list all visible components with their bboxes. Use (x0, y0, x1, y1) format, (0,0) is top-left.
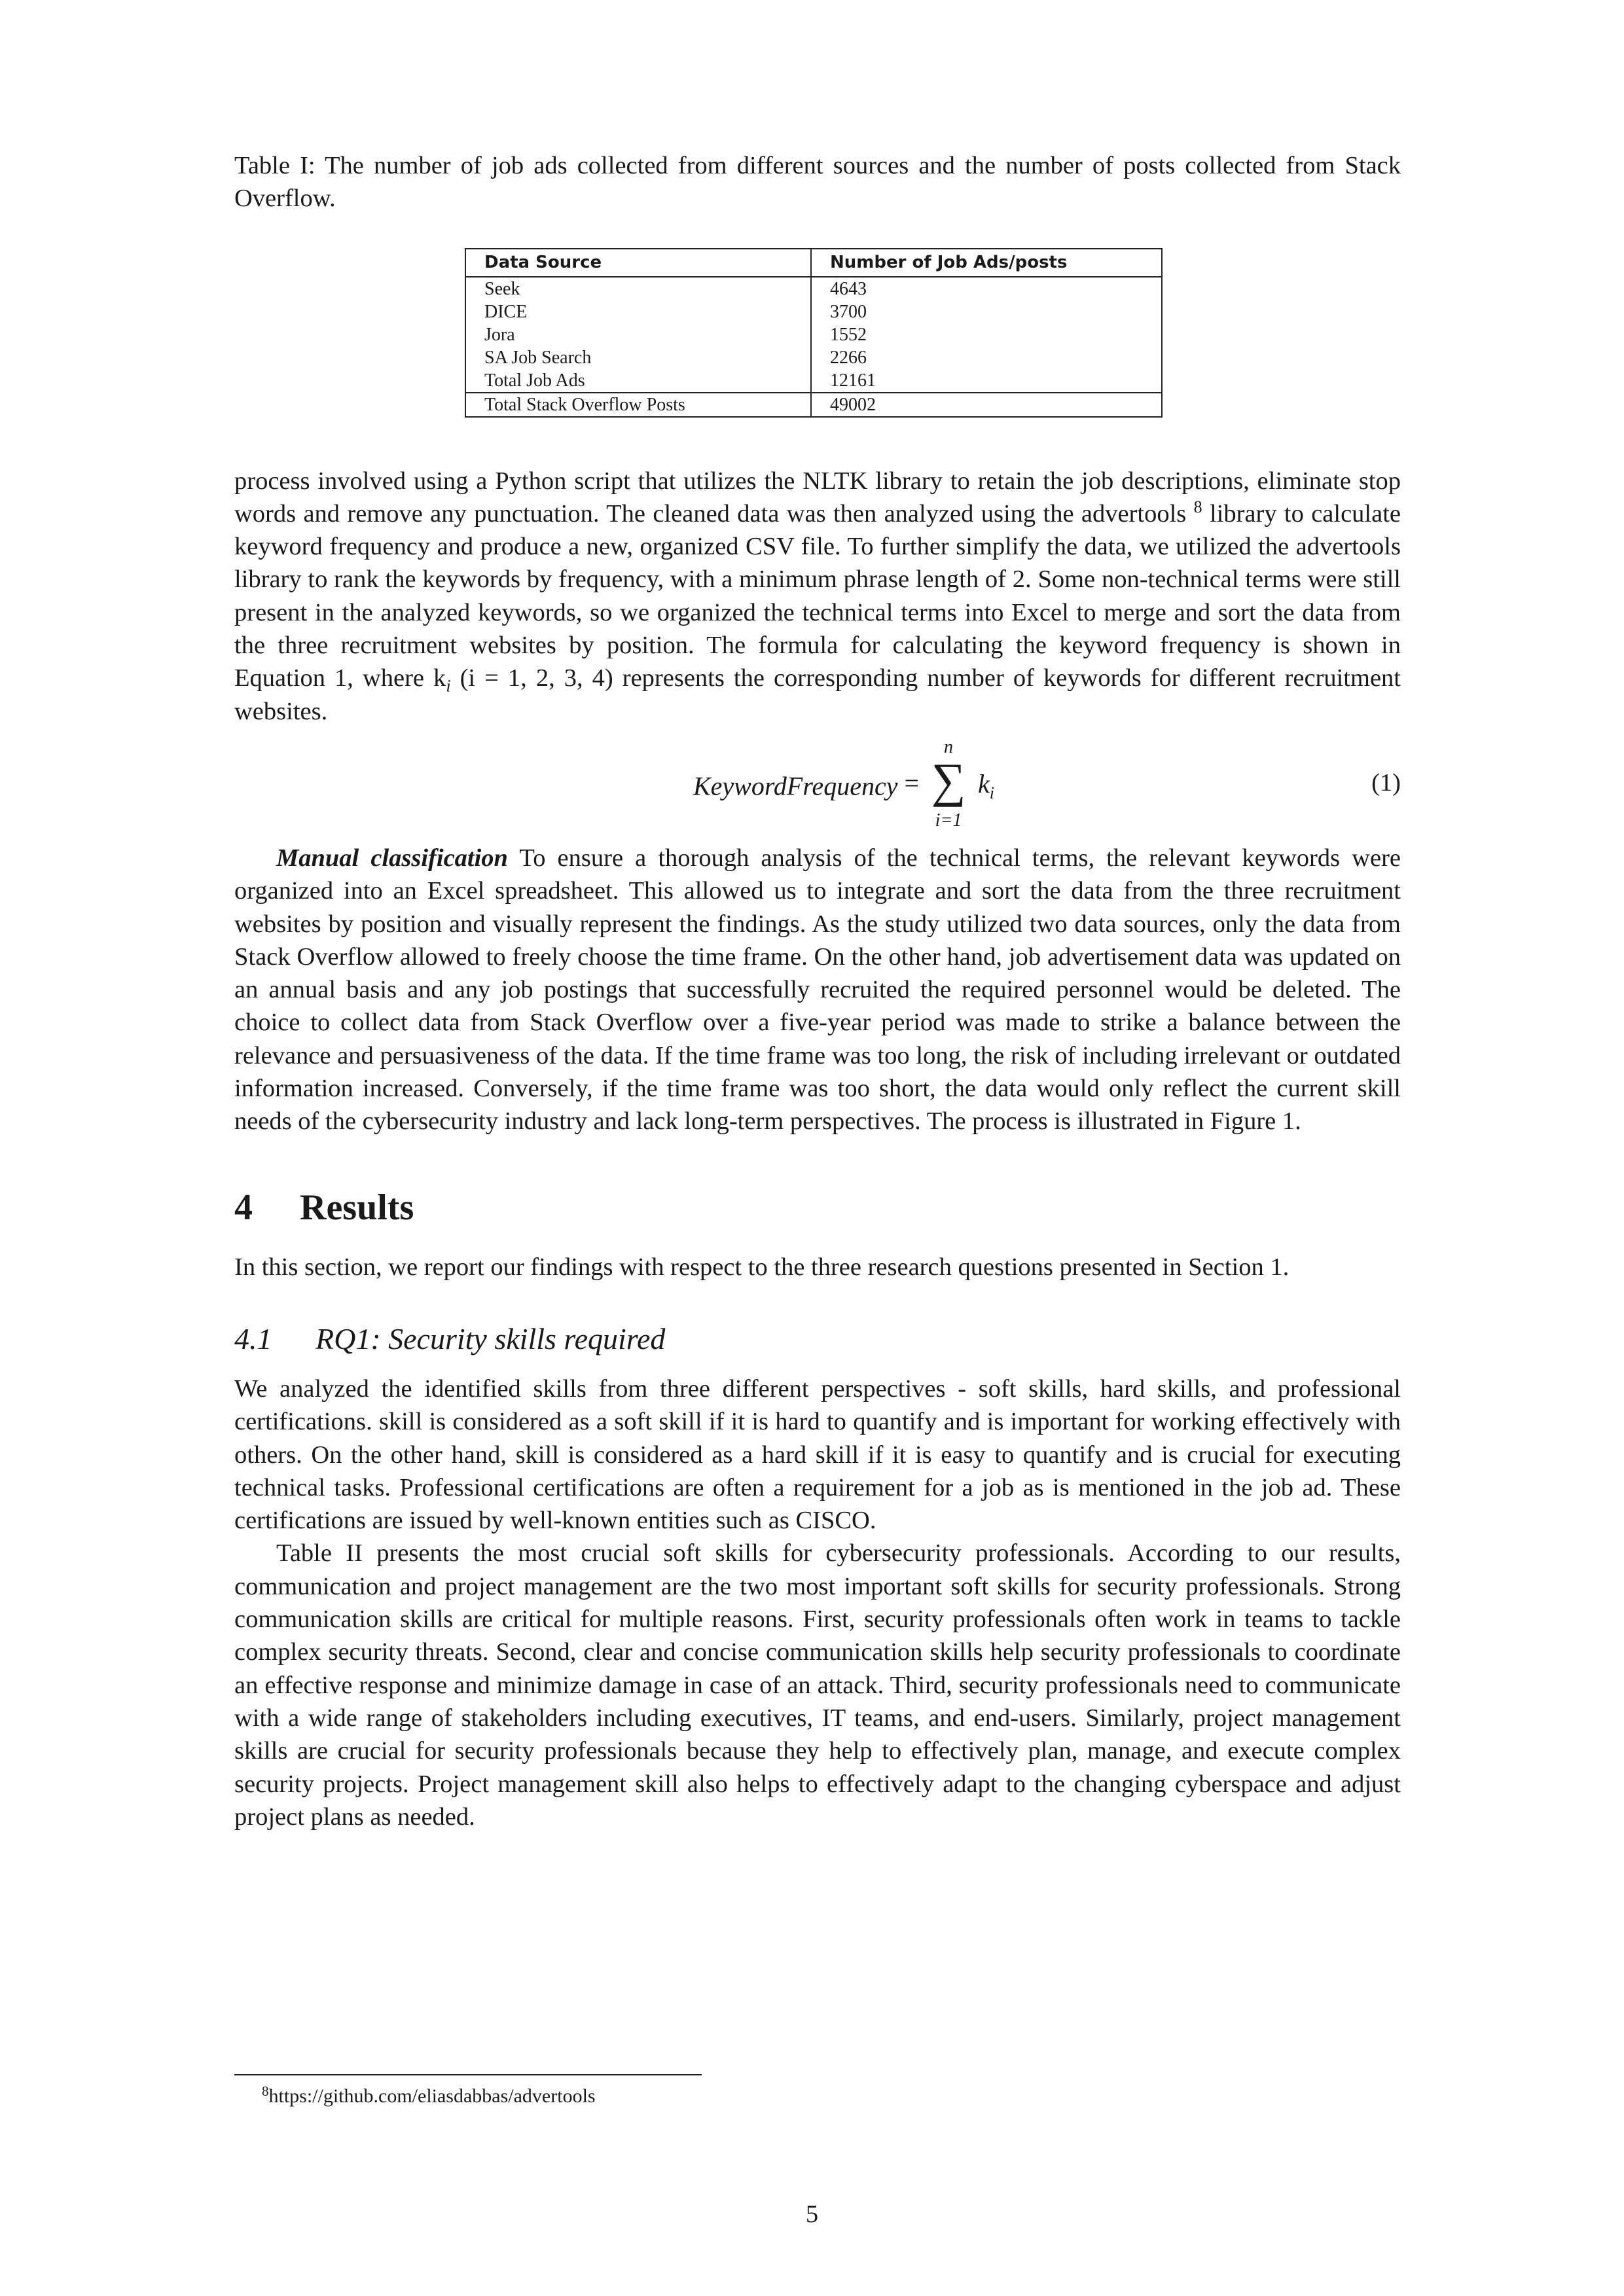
table-total-row (465, 393, 1162, 417)
run-in-heading: Manual classification (276, 844, 508, 872)
rq1-paragraph-1: We analyzed the identified skills from three different perspectives - soft skills, hard skills, and professional certifications. skill is considered as a soft skill if it is hard to quantify and is important for working effectively with others. On the other hand, skill is considered as a hard skill if it is easy to quantify and is crucial for executing technical tasks. Professional certifications are often a requirement for a job as is mentioned in the job ad. These certifications are issued by well-known entities such as CISCO. (234, 1374, 1401, 1535)
footnote-mark: 8 (1193, 497, 1202, 516)
table-cell-source: Total Stack Overflow Posts (465, 393, 811, 417)
process-paragraph: process involved using a Python script that utilizes the NLTK library to retain the job descriptions, eliminate stop words and remove any punctuation. The cleaned data was then analyzed using the advertools $^8$ library to calculate keyword frequency and produce a new, organized CSV file. To further simplify the data, we utilized the advertools library to rank the keywords by frequency, with a minimum phrase length of 2. Some non-technical terms were still present in the analyzed keywords, so we organized the technical terms into Excel to merge and sort the data from the three recruitment websites by position. The formula for calculating the keyword frequency is shown in Equation 1, where $k_i$ (i = 1, 2, 3, 4) represents the corresponding number of keywords for different recruitment websites. (234, 467, 1401, 725)
equation-number: (1) (1371, 768, 1401, 797)
table-cell-source: SA Job Search (465, 346, 811, 369)
table-row (465, 323, 1162, 346)
summation-symbol: n ∑ i=1 (931, 736, 966, 831)
page-content (234, 149, 1401, 1833)
table-header-source: Data Source (465, 249, 811, 277)
table-cell-source: Seek (465, 277, 811, 300)
section-heading: 4 Results (234, 1187, 414, 1228)
rq1-paragraph-2: Table II presents the most crucial soft skills for cybersecurity professionals. According to our results, communication and project management are the two most important soft skills for security professionals. Strong communication skills are critical for multiple reasons. First, security professionals often work in teams to tackle complex security threats. Second, clear and concise communication skills help security professionals to coordinate an effective response and minimize damage in case of an attack. Third, security professionals need to communicate with a wide range of stakeholders including executives, IT teams, and end-users. Similarly, project management skills are crucial for security professionals because they help to effectively plan, manage, and execute complex security projects. Project management skill also helps to effectively adapt to the changing cyberspace and adjust project plans as needed. (234, 1539, 1401, 1831)
footnote-link[interactable]: https://github.com/eliasdabbas/advertools (268, 2085, 596, 2107)
table-row (465, 300, 1162, 323)
table-cell-count: 4643 (811, 277, 1162, 300)
table-caption: Table I: The number of job ads collected from different sources and the number of posts collected from Stack Overflow. (234, 152, 1401, 213)
table-cell-source: Total Job Ads (465, 369, 811, 393)
equation-1 (234, 737, 1401, 835)
equation-lhs: KeywordFrequency (693, 771, 898, 801)
table-cell-count: 49002 (811, 393, 1162, 417)
table-cell-count: 1552 (811, 323, 1162, 346)
table-cell-count: 12161 (811, 369, 1162, 393)
footnote: $^8$https://github.com/eliasdabbas/advertools (262, 2083, 596, 2107)
table-body (465, 277, 1162, 417)
table-cell-source: DICE (465, 300, 811, 323)
equation-term: $k_i$ (978, 769, 995, 803)
page-number: 5 (805, 2200, 819, 2228)
table-cell-count: 2266 (811, 346, 1162, 369)
equation-equals: = (904, 768, 920, 798)
manual-classification-paragraph: Manual classification To ensure a thorough analysis of the technical terms, the relevant keywords were organized into an Excel spreadsheet. This allowed us to integrate and sort the data from the three recruitment websites by position and visually represent the findings. As the study utilized two data sources, only the data from Stack Overflow allowed to freely choose the time frame. On the other hand, job advertisement data was updated on an annual basis and any job postings that successfully recruited the required personnel would be deleted. The choice to collect data from Stack Overflow over a five-year period was made to strike a balance between the relevance and persuasiveness of the data. If the time frame was too long, the risk of including irrelevant or outdated information increased. Conversely, if the time frame was too short, the data would only reflect the current skill needs of the cybersecurity industry and lack long-term perspectives. The process is illustrated in Figure 1. (234, 844, 1401, 1136)
data-source-table (465, 248, 1163, 418)
table-row (465, 277, 1162, 300)
subsection-heading: 4.1 RQ1: Security skills required (234, 1321, 666, 1355)
table-row (465, 369, 1162, 393)
table-cell-count: 3700 (811, 300, 1162, 323)
table-cell-source: Jora (465, 323, 811, 346)
table-header-count: Number of Job Ads/posts (811, 249, 1162, 277)
footnote-rule (234, 2074, 702, 2075)
section-intro: In this section, we report our findings with respect to the three research questions presented in Section 1. (234, 1253, 1290, 1281)
table-row (465, 346, 1162, 369)
